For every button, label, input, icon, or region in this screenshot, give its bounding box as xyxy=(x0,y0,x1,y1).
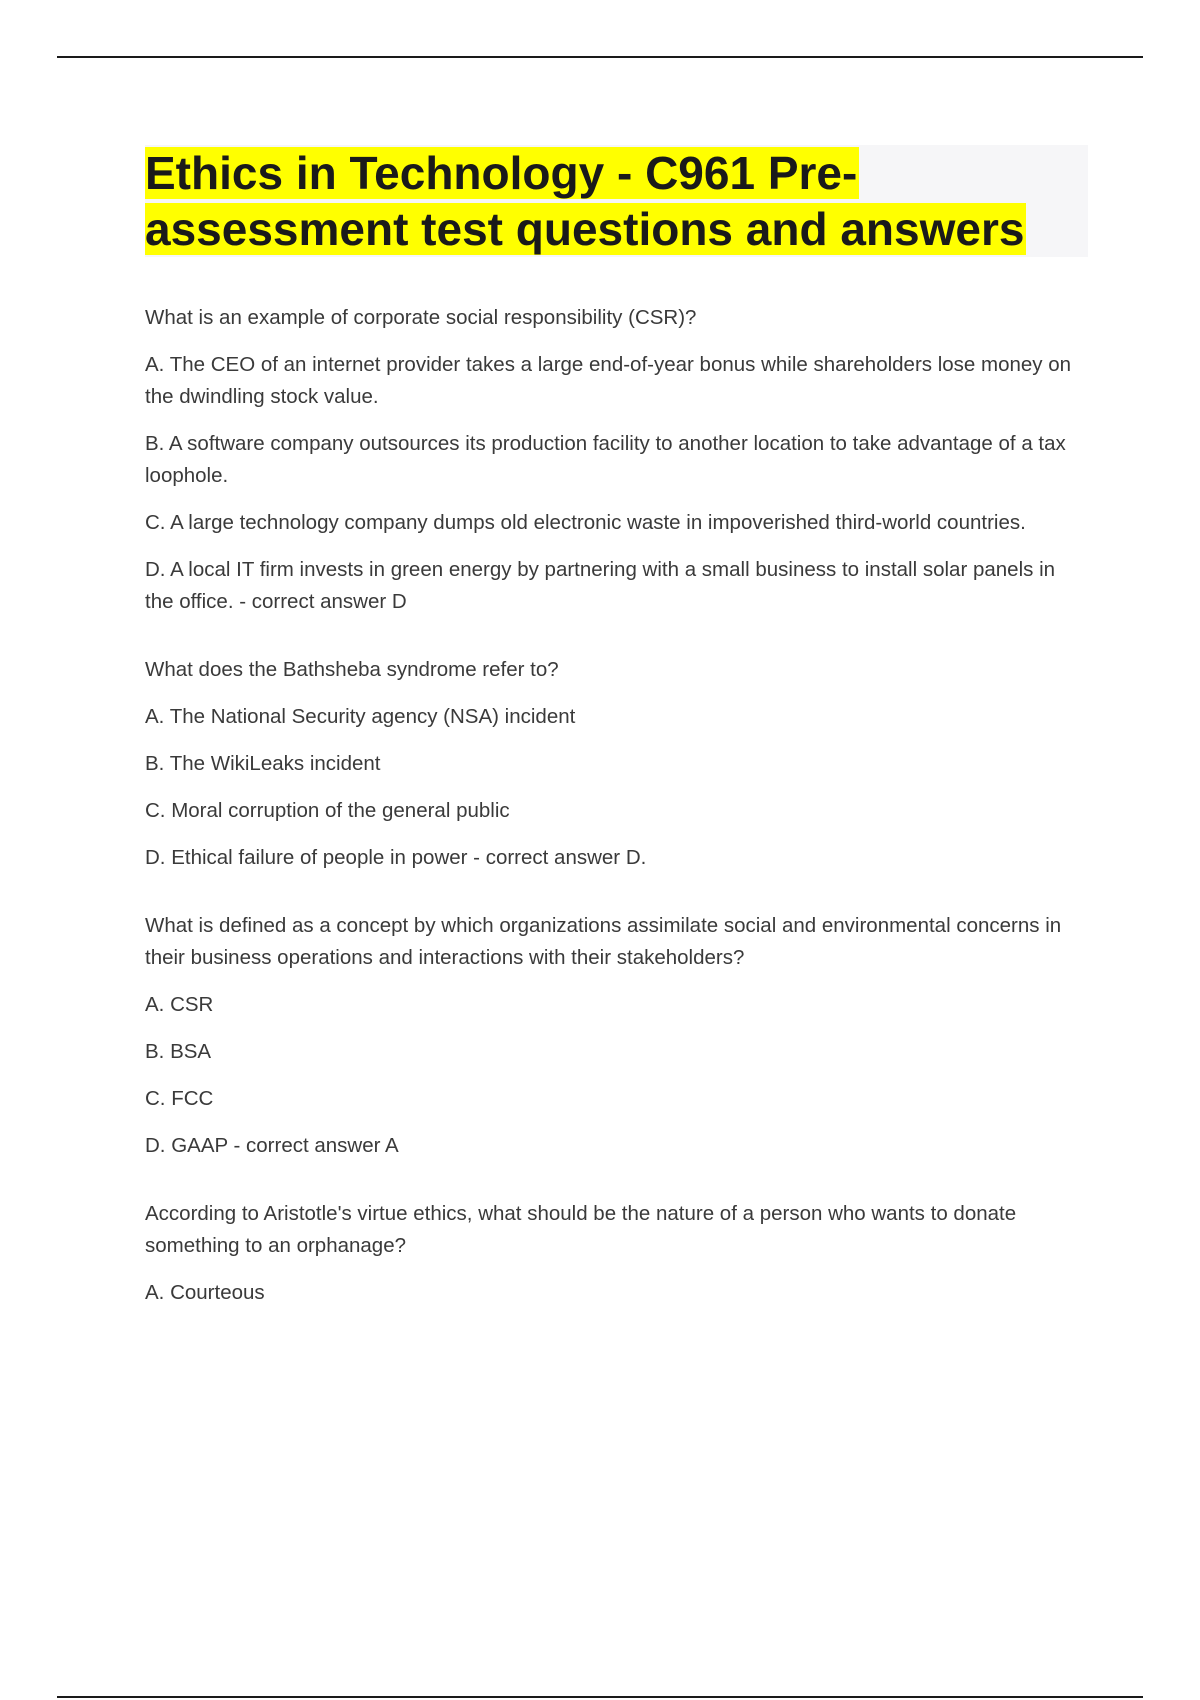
answer-option-a: A. The CEO of an internet provider takes a large end-of-year bonus while shareholders lose money on the dwindling stock value. xyxy=(145,353,1072,408)
question-text: What is defined as a concept by which organizations assimilate social and environmental concerns in their business operations and interactions with their stakeholders? xyxy=(145,914,1062,969)
answer-option-c: C. Moral corruption of the general public xyxy=(145,799,510,822)
footer-rule xyxy=(57,1696,1143,1698)
answer-option-a: A. Courteous xyxy=(145,1281,265,1304)
question-block-1 xyxy=(145,302,1080,618)
answer-option-d: D. Ethical failure of people in power - correct answer D. xyxy=(145,846,647,869)
question-text: What does the Bathsheba syndrome refer to? xyxy=(145,658,559,681)
answer-option-b: B. BSA xyxy=(145,1040,212,1063)
question-text: What is an example of corporate social responsibility (CSR)? xyxy=(145,306,697,329)
answer-option-a: A. The National Security agency (NSA) incident xyxy=(145,705,576,728)
answer-option-b: B. A software company outsources its production facility to another location to take advantage of a tax loophole. xyxy=(145,432,1066,487)
answer-option-d: D. A local IT firm invests in green energy by partnering with a small business to install solar panels in the office. - correct answer D xyxy=(145,558,1056,613)
question-block-3 xyxy=(145,910,1080,1162)
answer-option-c: C. FCC xyxy=(145,1087,214,1110)
title-block xyxy=(145,145,1088,257)
question-block-2 xyxy=(145,654,1080,874)
answer-option-d: D. GAAP - correct answer A xyxy=(145,1134,399,1157)
question-block-4 xyxy=(145,1198,1080,1309)
title-highlight: Ethics in Technology - C961 Pre-assessment test questions and answers xyxy=(145,147,1025,255)
answer-option-a: A. CSR xyxy=(145,993,214,1016)
question-list xyxy=(145,302,1080,1345)
question-text: According to Aristotle's virtue ethics, what should be the nature of a person who wants to donate something to an orphanage? xyxy=(145,1202,1017,1257)
answer-option-b: B. The WikiLeaks incident xyxy=(145,752,381,775)
document-title xyxy=(145,145,1088,257)
header-rule xyxy=(57,56,1143,58)
answer-option-c: C. A large technology company dumps old electronic waste in impoverished third-world countries. xyxy=(145,511,1026,534)
